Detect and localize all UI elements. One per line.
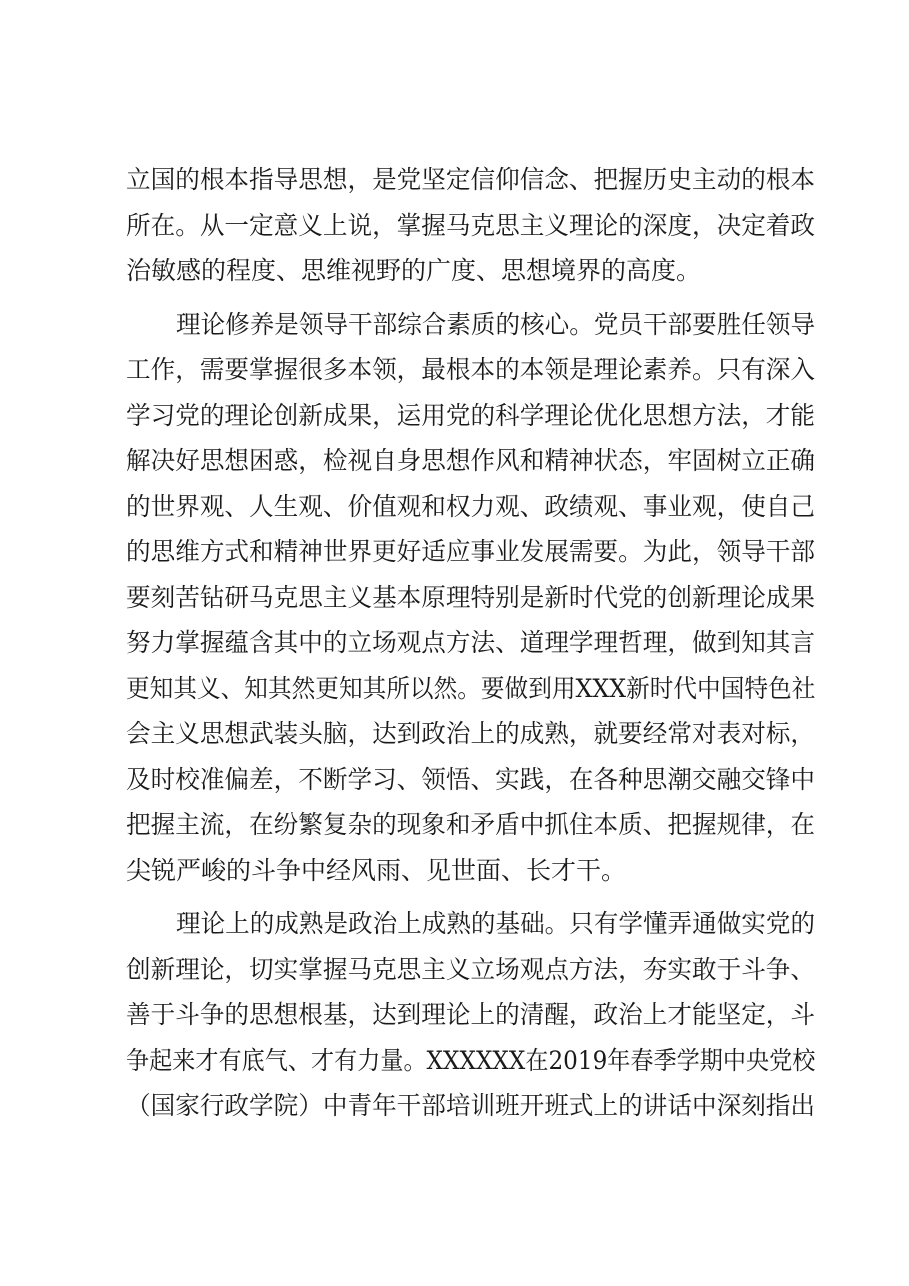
text-line: 要刻苦钻研马克思主义基本原理特别是新时代党的创新理论成果 <box>126 583 816 612</box>
text-line: 理论修养是领导干部综合素质的核心。党员干部要胜任领导 <box>176 310 816 339</box>
text-line: 理论上的成熟是政治上成熟的基础。只有学懂弄通做实党的 <box>176 909 816 938</box>
text-line: 争起来才有底气、才有力量。XXXXXX在2019年春季学期中央党校 <box>126 1046 816 1075</box>
text-line: 创新理论，切实掌握马克思主义立场观点方法，夯实敢于斗争、 <box>126 955 816 984</box>
text-line: 的世界观、人生观、价值观和权力观、政绩观、事业观，使自己 <box>126 492 816 521</box>
text-line: 及时校准偏差，不断学习、领悟、实践，在各种思潮交融交锋中 <box>126 765 816 794</box>
text-line: 更知其义、知其然更知其所以然。要做到用XXX新时代中国特色社 <box>126 674 816 703</box>
text-line: 努力掌握蕴含其中的立场观点方法、道理学理哲理，做到知其言 <box>126 628 816 657</box>
text-line: 立国的根本指导思想，是党坚定信仰信念、把握历史主动的根本 <box>126 165 816 194</box>
text-line: （国家行政学院）中青年干部培训班开班式上的讲话中深刻指出 <box>126 1091 816 1120</box>
text-line: 会主义思想武装头脑，达到政治上的成熟，就要经常对表对标， <box>126 719 816 748</box>
text-line: 尖锐严峻的斗争中经风雨、见世面、长才干。 <box>126 856 627 885</box>
text-line: 工作，需要掌握很多本领，最根本的本领是理论素养。只有深入 <box>126 355 816 384</box>
text-line: 所在。从一定意义上说，掌握马克思主义理论的深度，决定着政 <box>126 211 816 240</box>
text-line: 解决好思想困惑，检视自身思想作风和精神状态，牢固树立正确 <box>126 446 816 475</box>
text-line: 治敏感的程度、思维视野的广度、思想境界的高度。 <box>126 256 702 285</box>
text-line: 学习党的理论创新成果，运用党的科学理论优化思想方法，才能 <box>126 401 816 430</box>
text-line: 把握主流，在纷繁复杂的现象和矛盾中抓住本质、把握规律，在 <box>126 810 816 839</box>
text-line: 善于斗争的思想根基，达到理论上的清醒，政治上才能坚定，斗 <box>126 1000 816 1029</box>
text-line: 的思维方式和精神世界更好适应事业发展需要。为此，领导干部 <box>126 537 816 566</box>
